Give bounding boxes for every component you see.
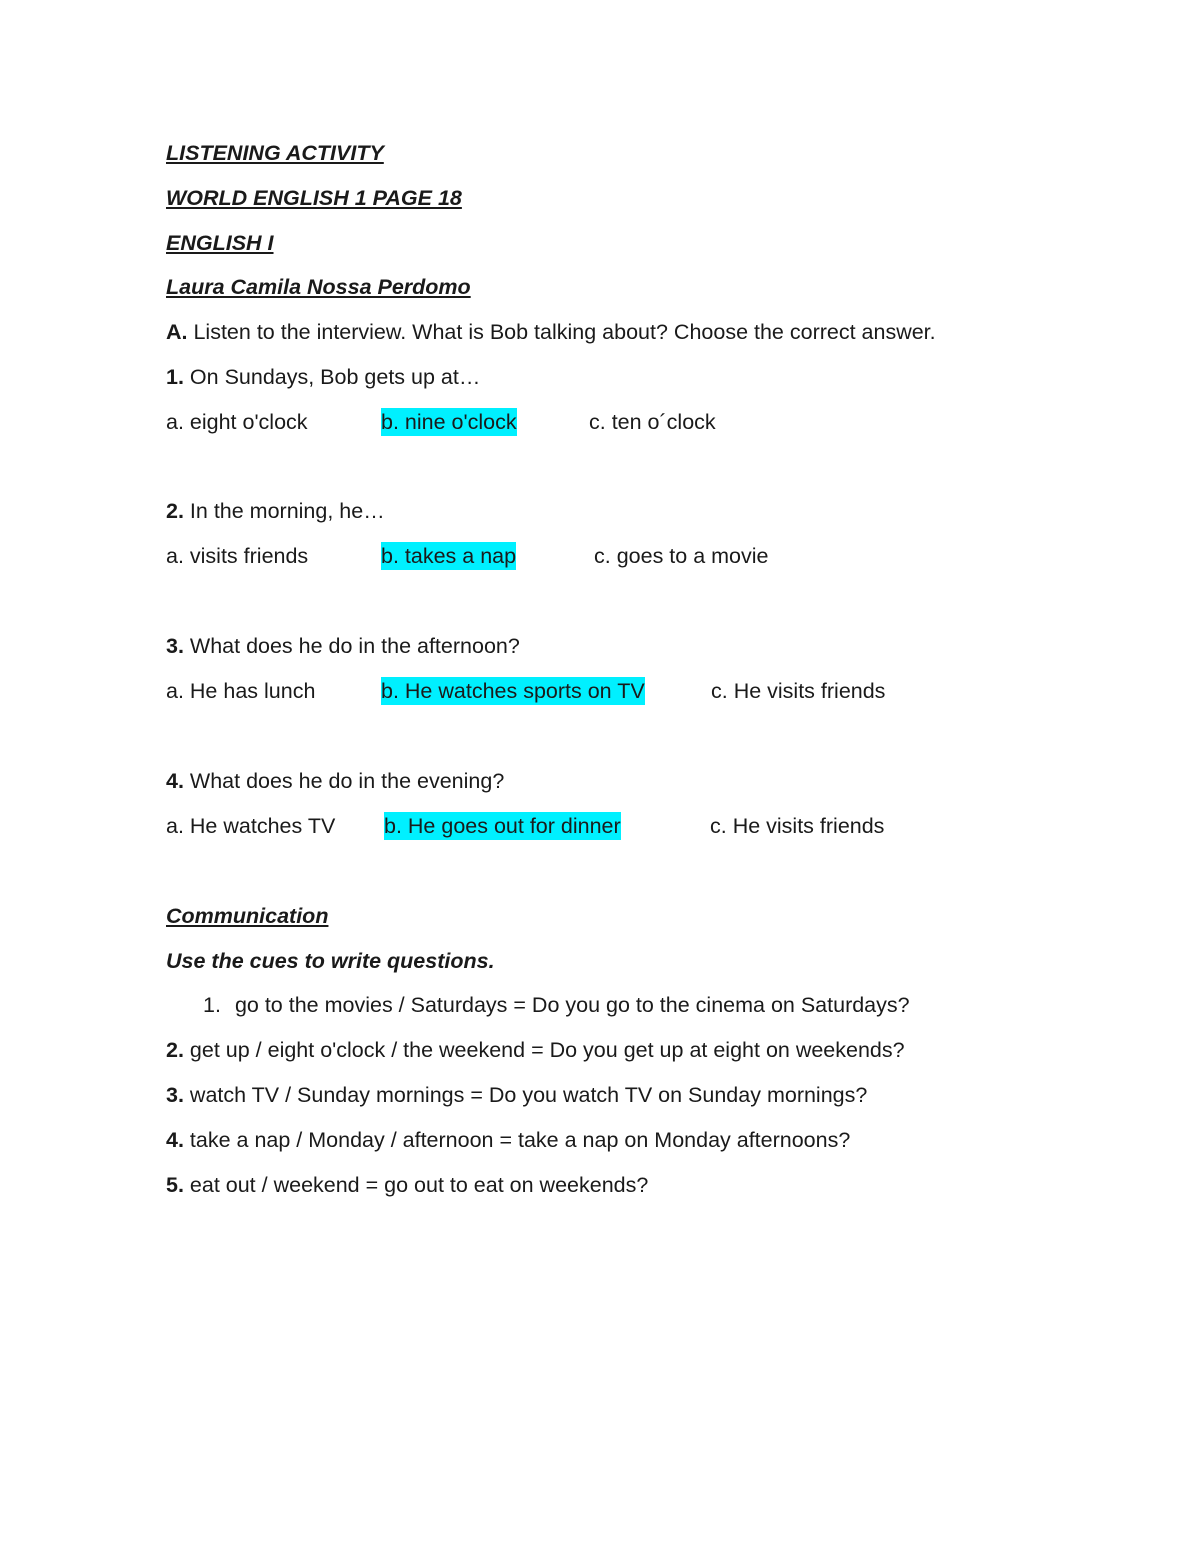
communication-heading: Communication: [166, 904, 329, 928]
cue-text: eat out / weekend = go out to eat on weekends?: [183, 1173, 649, 1197]
q1-option-b-highlighted: b. nine o'clock: [381, 410, 517, 434]
communication-instruction: Use the cues to write questions.: [166, 949, 495, 973]
q4-option-c: c. He visits friends: [710, 814, 885, 838]
q4-option-a: a. He watches TV: [166, 814, 336, 838]
question-number: 1.: [166, 365, 184, 389]
question-text: In the morning, he…: [183, 499, 385, 523]
question-4: [166, 767, 504, 795]
title-heading: LISTENING ACTIVITY: [166, 141, 384, 165]
q3-option-a: a. He has lunch: [166, 679, 316, 703]
question-2: [166, 497, 385, 525]
section-a-instruction: [166, 318, 936, 346]
q2-option-b-highlighted: b. takes a nap: [381, 544, 517, 568]
cue-number: 1.: [203, 993, 221, 1017]
cue-item-1: [203, 991, 910, 1019]
question-1: [166, 363, 480, 391]
cue-text: get up / eight o'clock / the weekend = Do you get up at eight on weekends?: [183, 1038, 905, 1062]
q4-option-b-highlighted: b. He goes out for dinner: [384, 814, 621, 838]
cue-number: 3.: [166, 1083, 184, 1107]
q2-option-c: c. goes to a movie: [594, 544, 769, 568]
cue-item-3: [166, 1081, 867, 1109]
cue-text: go to the movies / Saturdays = Do you go to the cinema on Saturdays?: [234, 993, 910, 1017]
question-number: 4.: [166, 769, 184, 793]
q3-option-b-highlighted: b. He watches sports on TV: [381, 679, 645, 703]
question-3: [166, 632, 520, 660]
cue-number: 4.: [166, 1128, 184, 1152]
cue-item-2: [166, 1036, 905, 1064]
q3-option-c: c. He visits friends: [711, 679, 886, 703]
cue-item-5: [166, 1171, 648, 1199]
cue-number: 2.: [166, 1038, 184, 1062]
question-text: What does he do in the afternoon?: [183, 634, 520, 658]
question-number: 2.: [166, 499, 184, 523]
question-text: On Sundays, Bob gets up at…: [183, 365, 481, 389]
cue-number: 5.: [166, 1173, 184, 1197]
cue-item-4: [166, 1126, 850, 1154]
section-a-marker: A.: [166, 320, 188, 344]
question-text: What does he do in the evening?: [183, 769, 505, 793]
question-number: 3.: [166, 634, 184, 658]
course-heading: ENGLISH I: [166, 231, 274, 255]
section-a-text: Listen to the interview. What is Bob talking about? Choose the correct answer.: [187, 320, 936, 344]
cue-text: take a nap / Monday / afternoon = take a nap on Monday afternoons?: [183, 1128, 851, 1152]
q2-option-a: a. visits friends: [166, 544, 309, 568]
q1-option-c: c. ten o´clock: [589, 410, 716, 434]
q1-option-a: a. eight o'clock: [166, 410, 308, 434]
cue-text: watch TV / Sunday mornings = Do you watch TV on Sunday mornings?: [183, 1083, 868, 1107]
student-name: Laura Camila Nossa Perdomo: [166, 275, 471, 299]
book-heading: WORLD ENGLISH 1 PAGE 18: [166, 186, 462, 210]
